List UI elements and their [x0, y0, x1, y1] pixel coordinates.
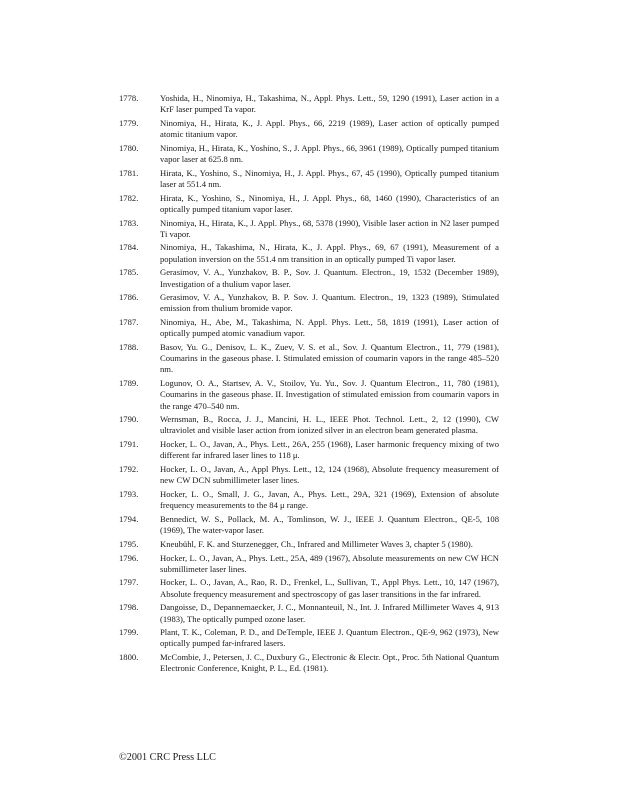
reference-number: 1778. [119, 93, 139, 103]
reference-item [119, 489, 499, 511]
reference-item [119, 464, 499, 486]
reference-text: Bennedict, W. S., Pollack, M. A., Tomlinson, W. J., IEEE J. Quantum Electron., QE-5, 108 (1969), The water-vapor laser. [160, 513, 499, 536]
reference-number: 1792. [119, 464, 139, 475]
reference-item [119, 118, 499, 140]
reference-number: 1794. [119, 513, 139, 524]
reference-text: Logunov, O. A., Startsev, A. V., Stoilov, Yu. Yu., Sov. J. Quantum Electron., 11, 780 (1981), Coumarins in the gaseous phase. II. Investigation of stimulated emission from coumarin vapors in the range 470–540 nm. [160, 378, 499, 411]
copyright-footer: ©2001 CRC Press LLC [119, 752, 216, 763]
reference-number: 1799. [119, 627, 139, 638]
reference-item [119, 218, 499, 240]
reference-item [119, 627, 499, 649]
reference-text: Hocker, L. O., Javan, A., Phys. Lett., 25A, 489 (1967), Absolute measurements on new CW HCN submillimeter laser lines. [160, 552, 499, 574]
reference-number: 1788. [119, 342, 139, 353]
reference-text: Ninomiya, H., Hirata, K., J. Appl. Phys., 68, 5378 (1990), Visible laser action in N2 laser pumped Ti vapor. [160, 217, 499, 239]
reference-item [119, 602, 499, 624]
reference-item [119, 267, 499, 289]
reference-number: 1796. [119, 552, 139, 563]
reference-number: 1779. [119, 117, 139, 128]
reference-number: 1781. [119, 167, 139, 178]
reference-text: Gerasimov, V. A., Yunzhakov, B. P. Sov. J. Quantum. Electron., 19, 1323 (1989), Stimulated emission from thulium bromide vapor. [160, 292, 499, 314]
reference-text: Ninomiya, H., Hirata, K., J. Appl. Phys., 66, 2219 (1989), Laser action of optically pumped atomic titanium vapor. [160, 117, 499, 140]
reference-item [119, 539, 499, 550]
reference-number: 1784. [119, 242, 139, 253]
reference-number: 1780. [119, 142, 139, 153]
reference-number: 1786. [119, 292, 139, 303]
reference-text: Hocker, L. O., Small, J. G., Javan, A., Phys. Lett., 29A, 321 (1969), Extension of absolute frequency measurements to the 84 μ range. [160, 489, 499, 511]
reference-text: Ninomiya, H., Takashima, N., Hirata, K., J. Appl. Phys., 69, 67 (1991), Measurement of a population inversion on the 551.4 nm transition in an optically pumped Ti vapor laser. [160, 242, 499, 264]
reference-text: Hocker, L. O., Javan, A., Phys. Lett., 26A, 255 (1968), Laser harmonic frequency mixing of two different far infrared laser lines to 118 μ. [160, 439, 499, 461]
reference-text: Hirata, K., Yoshino, S., Ninomiya, H., J. Appl. Phys., 67, 45 (1990), Optically pumped titanium laser at 551.4 nm. [160, 167, 499, 189]
reference-item [119, 317, 499, 339]
reference-number: 1797. [119, 577, 139, 588]
reference-item [119, 652, 499, 674]
reference-text: McCombie, J., Petersen, J. C., Duxbury G., Electronic & Electr. Opt., Proc. 5th National Quantum Electronic Conference, Knight, P. L., Ed. (1981). [160, 652, 499, 674]
reference-item [119, 577, 499, 599]
reference-number: 1782. [119, 192, 139, 203]
reference-number: 1787. [119, 317, 139, 328]
reference-text: Dangoisse, D., Depannemaecker, J. C., Monnanteuil, N., Int. J. Infrared Millimeter Waves 4, 913 (1983), The optically pumped ozone laser. [160, 602, 499, 624]
reference-text: Ninomiya, H., Abe, M., Takashima, N. Appl. Phys. Lett., 58, 1819 (1991), Laser action of optically pumped atomic vanadium vapor. [160, 317, 499, 339]
reference-text: Kneubühl, F. K. and Sturzenegger, Ch., Infrared and Millimeter Waves 3, chapter 5 (1980). [160, 538, 473, 549]
reference-item [119, 514, 499, 536]
reference-number: 1785. [119, 267, 139, 278]
reference-item [119, 342, 499, 376]
reference-text: Basov, Yu. G., Denisov, L. K., Zuev, V. S. et al., Sov. J. Quantum Electron., 11, 779 (1981), Coumarins in the gaseous phase. I. Stimulated emission of coumarin vapors in the range 485–520 nm. [160, 342, 499, 375]
reference-item [119, 242, 499, 264]
reference-text: Hocker, L. O., Javan, A., Rao, R. D., Frenkel, L., Sullivan, T., Appl Phys. Lett., 10, 147 (1967), Absolute frequency measurement and spectroscopy of gas laser transitions in the far infrared. [160, 577, 499, 599]
reference-number: 1789. [119, 378, 139, 389]
reference-text: Ninomiya, H., Hirata, K., Yoshino, S., J. Appl. Phys., 66, 3961 (1989), Optically pumped titanium vapor laser at 625.8 nm. [160, 142, 499, 165]
reference-item [119, 378, 499, 412]
reference-text: Gerasimov, V. A., Yunzhakov, B. P., Sov. J. Quantum. Electron., 19, 1532 (December 1989), Investigation of a thulium vapor laser. [160, 267, 499, 289]
reference-text: Wernsman, B., Rocca, J. J., Mancini, H. L., IEEE Phot. Technol. Lett., 2, 12 (1990), CW ultraviolet and visible laser action from ionized silver in an electron beam generated plasma. [160, 414, 499, 436]
reference-item [119, 439, 499, 461]
reference-number: 1795. [119, 538, 139, 549]
reference-number: 1800. [119, 652, 139, 663]
reference-item [119, 93, 499, 115]
reference-text: Yoshida, H., Ninomiya, H., Takashima, N., Appl. Phys. Lett., 59, 1290 (1991), Laser action in a KrF laser pumped Ta vapor. [160, 93, 499, 115]
reference-number: 1790. [119, 414, 139, 425]
reference-text: Hocker, L. O., Javan, A., Appl Phys. Lett., 12, 124 (1968), Absolute frequency measurement of new CW DCN submillimeter laser lines. [160, 464, 499, 486]
reference-item [119, 193, 499, 215]
reference-number: 1793. [119, 489, 139, 499]
reference-text: Plant, T. K., Coleman, P. D., and DeTemple, IEEE J. Quantum Electron., QE-9, 962 (1973), New optically pumped far-infrared lasers. [160, 627, 499, 649]
reference-number: 1783. [119, 217, 139, 228]
reference-item [119, 143, 499, 165]
reference-list [119, 93, 499, 675]
reference-item [119, 292, 499, 314]
reference-number: 1798. [119, 602, 139, 613]
reference-item [119, 168, 499, 190]
reference-text: Hirata, K., Yoshino, S., Ninomiya, H., J. Appl. Phys., 68, 1460 (1990), Characteristics of an optically pumped titanium vapor laser. [160, 192, 499, 214]
reference-number: 1791. [119, 439, 139, 450]
reference-item [119, 553, 499, 575]
reference-item [119, 414, 499, 436]
